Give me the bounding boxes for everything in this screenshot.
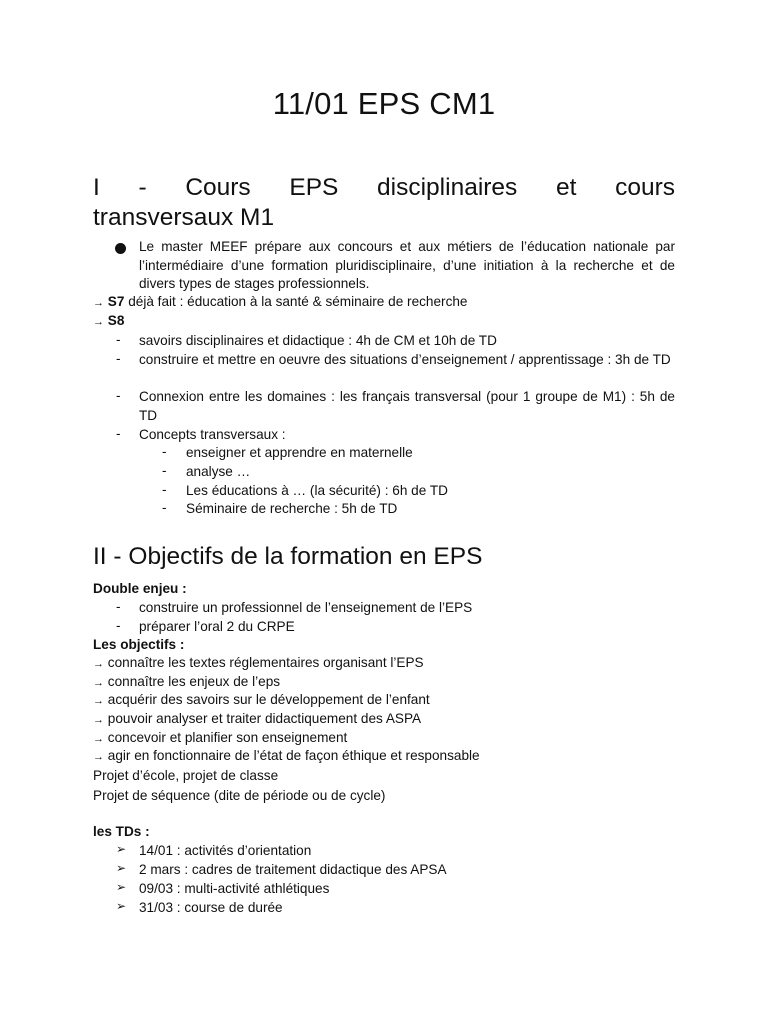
arrow-icon: → (93, 714, 104, 726)
sub-item: Les éducations à … (la sécurité) : 6h de TD (186, 483, 448, 498)
document-title: 11/01 EPS CM1 (272, 86, 496, 121)
s7-label: S7 (107, 294, 125, 309)
projet-line: Projet d’école, projet de classe (93, 768, 279, 783)
objectif-text: agir en fonctionnaire de l’état de façon éthique et responsable (107, 748, 480, 763)
s8-item: Connexion entre les domaines : les français transversal (pour 1 groupe de M1) : 5h de TD (139, 389, 675, 423)
objectifs-label: Les objectifs : (93, 637, 185, 652)
objectif-line (93, 730, 347, 745)
s8-item: savoirs disciplinaires et didactique : 4h de CM et 10h de TD (139, 333, 497, 348)
arrow-icon: → (93, 695, 104, 707)
section-1-heading-line2: transversaux M1 (93, 204, 275, 231)
chevron-icon: ➢ (116, 880, 127, 894)
dash-icon: - (162, 482, 167, 497)
td-item: 09/03 : multi-activité athlétiques (139, 881, 330, 896)
td-item: 14/01 : activités d’orientation (139, 843, 312, 858)
sub-item: analyse … (186, 464, 251, 479)
dash-icon: - (116, 332, 121, 347)
objectif-line (93, 655, 424, 670)
section-1-heading (93, 173, 675, 233)
objectif-line (93, 748, 480, 763)
objectif-line (93, 674, 280, 689)
s8-line (93, 313, 124, 328)
arrow-icon: → (93, 658, 104, 670)
double-enjeu-item: préparer l’oral 2 du CRPE (139, 619, 295, 634)
objectif-text: pouvoir analyser et traiter didactiquement des ASPA (107, 711, 422, 726)
dash-icon: - (116, 426, 121, 441)
chevron-icon: ➢ (116, 899, 127, 913)
s7-line (93, 294, 468, 309)
s7-text: déjà fait : éducation à la santé & séminaire de recherche (124, 294, 468, 309)
projet-line: Projet de séquence (dite de période ou de cycle) (93, 788, 386, 803)
bullet-dot-icon (115, 243, 126, 254)
objectif-line (93, 692, 430, 707)
chevron-icon: ➢ (116, 861, 127, 875)
dash-icon: - (162, 500, 167, 515)
objectif-text: concevoir et planifier son enseignement (107, 730, 348, 745)
dash-icon: - (162, 463, 167, 478)
objectif-text: connaître les enjeux de l’eps (107, 674, 281, 689)
objectif-line (93, 711, 421, 726)
objectif-text: connaître les textes réglementaires organisant l’EPS (107, 655, 424, 670)
section-1-heading-line1: I - Cours EPS disciplinaires et cours (93, 174, 675, 201)
dash-icon: - (162, 444, 167, 459)
s8-item: Concepts transversaux : (139, 427, 286, 442)
dash-icon: - (116, 388, 121, 403)
dash-icon: - (116, 351, 121, 366)
dash-icon: - (116, 618, 121, 633)
td-item: 31/03 : course de durée (139, 900, 283, 915)
tds-label: les TDs : (93, 824, 150, 839)
s8-item: construire et mettre en oeuvre des situations d’enseignement / apprentissage : 3h de TD (139, 352, 671, 367)
double-enjeu-item: construire un professionnel de l’enseignement de l’EPS (139, 600, 473, 615)
sub-item: Séminaire de recherche : 5h de TD (186, 501, 398, 516)
arrow-icon: → (93, 316, 104, 328)
arrow-icon: → (93, 677, 104, 689)
objectif-text: acquérir des savoirs sur le développement de l’enfant (107, 692, 430, 707)
sub-item: enseigner et apprendre en maternelle (186, 445, 413, 460)
s8-label: S8 (107, 313, 125, 328)
double-enjeu-label: Double enjeu : (93, 581, 187, 596)
arrow-icon: → (93, 733, 104, 745)
master-meef-paragraph: Le master MEEF prépare aux concours et aux métiers de l’éducation nationale par l’intermédiaire d’une formation pluridisciplinaire, d’une initiation à la recherche et de divers types de stages professionnels. (139, 239, 675, 291)
dash-icon: - (116, 599, 121, 614)
arrow-icon: → (93, 751, 104, 763)
section-2-heading: II - Objectifs de la formation en EPS (93, 543, 483, 570)
td-item: 2 mars : cadres de traitement didactique des APSA (139, 862, 447, 877)
arrow-icon: → (93, 297, 104, 309)
chevron-icon: ➢ (116, 842, 127, 856)
